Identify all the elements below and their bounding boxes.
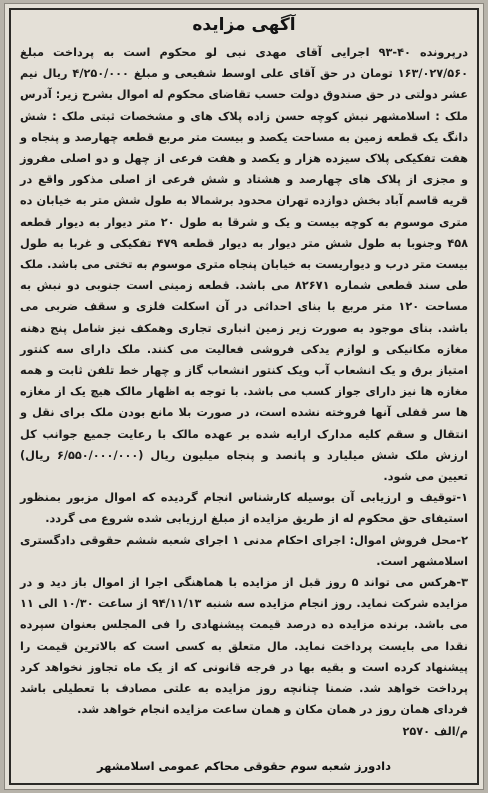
newspaper-clipping [4,3,484,790]
notice-paragraph-3: ۳-هرکس می تواند ۵ روز قبل از مزایده با هماهنگی اجرا از اموال باز دید و در مزایده شرکت نماید. روز انجام مزایده سه شنبه ۹۴/۱۱/۱۳ از ساعت ۱۰/۳۰ الی ۱۱ می باشد. برنده مزایده ده درصد قیمت پیشنهادی را فی المجلس بعنوان سپرده نقدا می بایست پرداخت نماید. مال متعلق به کسی است که بالاترین قیمت را پیشنهاد کرده است و بقیه بها در فرجه قانونی که از یک ماه تجاوز نخواهد کرد پرداخت خواهد شد. ضمنا چنانچه روز مزایده به علتی مصادف با تعطیلی باشد فردای همان روز در همان مکان و همان ساعت مزایده انجام خواهد شد. [20,576,469,717]
notice-body [20,42,468,742]
notice-paragraph-2: ۲-محل فروش اموال: اجرای احکام مدنی ۱ اجرای شعبه ششم حقوقی دادگستری اسلامشهر است. [20,533,468,568]
notice-frame [9,8,479,785]
notice-title: آگهی مزایده [192,15,296,35]
notice-reference: م/الف ۲۵۷۰ [402,724,468,738]
notice-paragraph-main: درپرونده ۴۰-۹۳ اجرایی آقای مهدی نبی لو محکوم است به پرداخت مبلغ ۱۶۳/۰۲۷/۵۶۰ تومان در حق آقای علی اوسط شفیعی و مبلغ ۴/۲۵۰/۰۰۰ ریال نیم عشر دولتی در حق صندوق دولت حسب تقاضای محکوم له اموال بشرح زیر: آدرس ملک : اسلامشهر نبش کوچه حسن زاده پلاک های و مشخصات ثبتی ملک : شش دانگ یک قطعه زمین به مساحت یکصد و بیست متر مربع قطعه چهارصد و پنجاه و هفت تفکیکی پلاک سیزده هزار و یکصد و هفت فرعی از چهل و دو اصلی مفروز و مجزی از پلاک های چهارصد و هشتاد و شش فرعی از اصلی مذکور واقع در قریه قاسم آباد بخش دوازده تهران محدود برشمالا به طول شش متر به خیابان ده متری موسوم به کوچه بیست و یک و شرقا به طول ۲۰ متر دیوار به دیوار قطعه ۴۵۸ وجنوبا به طول شش متر دیوار به دیوار قطعه ۴۷۹ تفکیکی و غربا به طول بیست متر درب و دیواریست به خیابان پنجاه متری موسوم به تختی می باشد. ملک طی سند قطعی شماره ۸۲۶۷۱ می باشد. قطعه زمینی است جنوبی دو نبش به مساحت ۱۲۰ متر مربع با بنای احداثی در آن اسکلت فلزی و سقف ضربی می باشد. بنای موجود به صورت زیر زمین انباری تجاری وهمکف نیز شامل پنج دهنه مغازه مکانیکی و لوازم یدکی فروشی فعالیت می کنند. ملک دارای سه کنتور امتیاز برق و یک انشعاب آب ویک کنتور انشعاب گاز و چهار خط تلفن ثابت و همه مغازه ها نیز دارای جواز کسب می باشد. با توجه به اظهار مالک هیچ یک از مغازه ها سر قفلی آنها فروخته نشده است، در صورت بلا مانع بودن ملک برای نقل و انتقال و سقم کلیه مدارک ارایه شده بر عهده مالک با رعایت جمیع جوانب کل ارزش ملک شش میلیارد و پانصد و پنجاه میلیون ریال (۶/۵۵۰/۰۰۰/۰۰۰ ریال) تعیین می شود. [20,46,469,484]
notice-signature: دادورز شعبه سوم حقوقی محاکم عمومی اسلامشهر [96,759,392,773]
notice-paragraph-1: ۱-توقیف و ارزیابی آن بوسیله کارشناس انجام گردیده که اموال مزبور بمنظور استیفای حق محکوم له از طریق مزایده از مبلغ ارزیابی شده شروع می گردد. [20,491,468,526]
